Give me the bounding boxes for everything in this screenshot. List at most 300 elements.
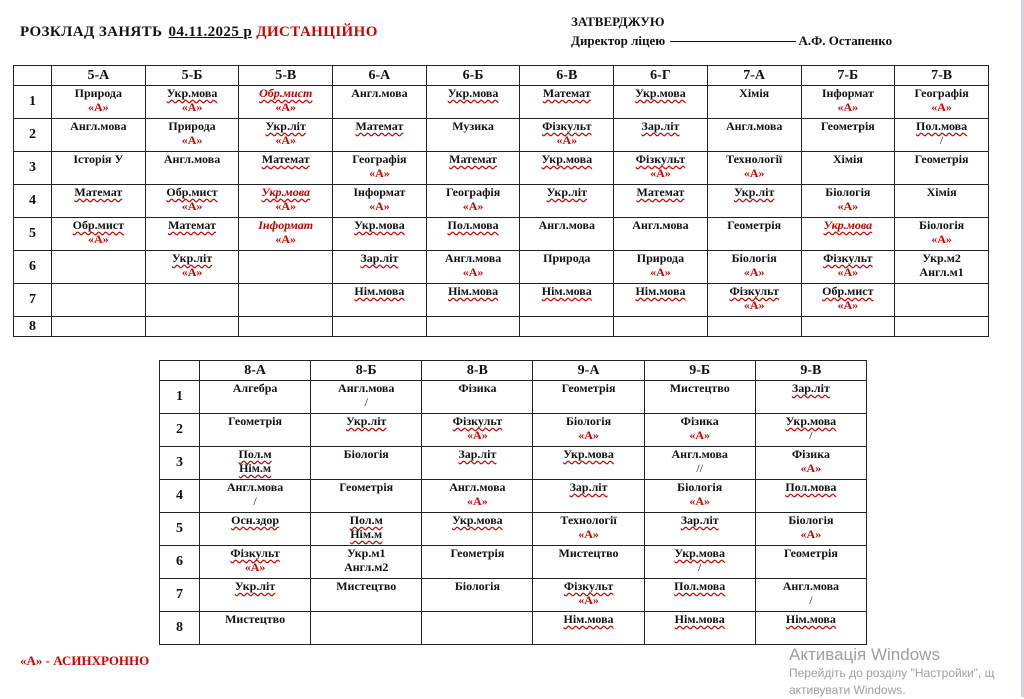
lesson-cell <box>755 513 866 546</box>
subject-name: Нім.мова <box>635 284 686 298</box>
subject-name: Укр.мова <box>261 185 311 199</box>
lesson-cell <box>422 612 533 645</box>
class-header: 9-В <box>755 361 866 381</box>
lesson-cell <box>311 414 422 447</box>
title-mode: ДИСТАНЦІЙНО <box>252 24 378 40</box>
lesson-cell <box>755 381 866 414</box>
table-row <box>160 381 867 414</box>
lesson-cell <box>895 86 989 119</box>
title-date: 04.11.2025 р <box>168 24 253 40</box>
async-marker: «А» <box>743 265 765 279</box>
subject-name: Географія <box>445 185 501 199</box>
subject-name: Природа <box>543 251 591 265</box>
subject-name: Географія <box>352 152 407 166</box>
subject-extra: / <box>253 494 257 508</box>
subject-extra: / <box>939 133 944 147</box>
lesson-cell <box>239 86 333 119</box>
async-marker: «А» <box>462 265 484 279</box>
subject-name: Фізкульт <box>542 119 592 133</box>
async-marker: «А» <box>275 133 297 147</box>
lesson-cell <box>422 513 533 546</box>
subject-name: Англ.мова <box>163 152 221 166</box>
lesson-number: 6 <box>160 546 200 579</box>
table-row <box>14 86 989 119</box>
subject-name: Інформат <box>353 185 406 199</box>
table-row <box>160 513 867 546</box>
async-marker: «А» <box>88 100 109 114</box>
subject-name: Інформат <box>258 218 314 232</box>
lesson-cell <box>707 152 801 185</box>
subject-name: Природа <box>168 119 216 133</box>
lesson-cell <box>801 218 895 251</box>
subject-name: Фізика <box>680 414 719 428</box>
lesson-cell <box>145 152 239 185</box>
subject-name: Геометрія <box>450 546 505 560</box>
subject-name: Математ <box>636 185 685 199</box>
lesson-number: 5 <box>160 513 200 546</box>
class-header: 8-Б <box>311 361 422 381</box>
lesson-cell <box>422 414 533 447</box>
subject-name: Укр.літ <box>346 414 387 428</box>
subject-name: Фізкульт <box>823 251 873 265</box>
subject-name: Укр.мова <box>541 152 593 166</box>
lesson-cell <box>426 152 520 185</box>
async-marker: «А» <box>800 527 822 541</box>
lesson-cell <box>333 86 427 119</box>
lesson-number: 4 <box>160 480 200 513</box>
async-marker: «А» <box>837 100 859 114</box>
director-label: Директор ліцею <box>571 33 666 48</box>
lesson-cell <box>520 86 614 119</box>
subject-name: Англ.мова <box>725 119 783 133</box>
subject-name: Математ <box>355 119 404 133</box>
subject-name: Фізкульт <box>729 284 779 298</box>
subject-extra: Англ.м1 <box>919 265 964 279</box>
lesson-cell <box>422 480 533 513</box>
lesson-cell <box>239 218 333 251</box>
class-header: 8-В <box>422 361 533 381</box>
subject-name: Інформат <box>821 86 874 100</box>
async-marker: «А» <box>578 428 599 442</box>
subject-name: Англ.мова <box>632 218 689 232</box>
async-marker: «А» <box>275 199 297 213</box>
lesson-cell <box>644 480 755 513</box>
lesson-cell <box>333 317 427 337</box>
subject-name: Укр.мова <box>354 218 405 232</box>
lesson-cell <box>801 251 895 284</box>
watermark-line1: Перейдіть до розділу "Настройки", щ <box>789 666 995 680</box>
async-marker: «А» <box>650 166 671 180</box>
lesson-cell <box>533 381 644 414</box>
subject-name: Англ.мова <box>538 218 595 232</box>
lesson-cell <box>200 381 311 414</box>
lesson-cell <box>707 218 801 251</box>
subject-name: Хімія <box>832 152 863 166</box>
director-line <box>571 31 892 50</box>
class-header: 5-А <box>52 66 146 86</box>
lesson-cell <box>426 284 520 317</box>
lesson-number: 3 <box>14 152 52 185</box>
lesson-cell <box>311 513 422 546</box>
async-marker: «А» <box>181 199 203 213</box>
lesson-cell <box>333 218 427 251</box>
lesson-cell <box>200 546 311 579</box>
lesson-cell <box>644 579 755 612</box>
lesson-cell <box>895 317 989 337</box>
lesson-cell <box>895 218 989 251</box>
table-row <box>14 218 989 251</box>
subject-name: Англ.мова <box>449 480 506 494</box>
lesson-cell <box>239 152 333 185</box>
subject-name: Біологія <box>919 218 965 232</box>
subject-name: Хімія <box>926 185 957 199</box>
table-row <box>160 414 867 447</box>
subject-name: Математ <box>542 86 591 100</box>
subject-name: Зар.літ <box>569 480 608 494</box>
lesson-number: 5 <box>14 218 52 251</box>
lesson-cell <box>200 447 311 480</box>
lesson-cell <box>200 579 311 612</box>
lesson-cell <box>533 612 644 645</box>
subject-name: Математ <box>168 218 216 232</box>
subject-name: Укр.літ <box>265 119 306 133</box>
schedule-table-grades-5-7 <box>13 65 989 337</box>
subject-name: Обр.мист <box>72 218 124 232</box>
subject-name: Укр.літ <box>234 579 276 593</box>
lesson-cell <box>200 612 311 645</box>
subject-name: Мистецтво <box>558 546 619 560</box>
lesson-cell <box>333 185 427 218</box>
table-row <box>160 579 867 612</box>
lesson-cell <box>520 284 614 317</box>
lesson-number: 1 <box>14 86 52 119</box>
async-marker: «А» <box>689 494 711 508</box>
lesson-cell <box>801 86 895 119</box>
subject-name: Природа <box>636 251 685 265</box>
lesson-cell <box>422 579 533 612</box>
class-header: 7-В <box>895 66 989 86</box>
subject-name: Укр.мова <box>563 447 614 461</box>
lesson-cell <box>895 152 989 185</box>
subject-name: Англ.мова <box>782 579 840 593</box>
lesson-cell <box>755 579 866 612</box>
lesson-cell <box>707 317 801 337</box>
subject-name: Природа <box>74 86 122 100</box>
lesson-cell <box>145 119 239 152</box>
subject-name: Географія <box>914 86 969 100</box>
subject-name: Пол.мова <box>785 480 837 494</box>
lesson-cell <box>422 381 533 414</box>
subject-extra: Нім.м <box>239 461 272 475</box>
lesson-cell <box>520 119 614 152</box>
lesson-cell <box>311 480 422 513</box>
lesson-cell <box>614 317 708 337</box>
lesson-cell <box>333 251 427 284</box>
lesson-cell <box>801 119 895 152</box>
subject-name: Нім.мова <box>448 284 499 298</box>
lesson-cell <box>52 185 146 218</box>
async-marker: «А» <box>369 199 390 213</box>
subject-extra: / <box>364 395 368 409</box>
subject-name: Укр.мова <box>452 513 503 527</box>
lesson-cell <box>311 579 422 612</box>
async-marker: «А» <box>931 232 952 246</box>
lesson-cell <box>614 284 708 317</box>
subject-name: Обр.мист <box>822 284 874 298</box>
class-header: 8-А <box>200 361 311 381</box>
subject-name: Математ <box>449 152 498 166</box>
subject-name: Біологія <box>343 447 389 461</box>
subject-name: Пол.мова <box>674 579 726 593</box>
subject-name: Укр.мова <box>635 86 686 100</box>
async-marker: «А» <box>244 560 266 574</box>
subject-name: Нім.мова <box>674 612 725 626</box>
lesson-cell <box>422 546 533 579</box>
signature-line <box>670 41 796 42</box>
subject-name: Англ.мова <box>671 447 728 461</box>
lesson-cell <box>52 251 146 284</box>
lesson-cell <box>533 546 644 579</box>
lesson-cell <box>145 218 239 251</box>
lesson-number: 2 <box>14 119 52 152</box>
lesson-cell <box>755 480 866 513</box>
lesson-cell <box>426 86 520 119</box>
lesson-cell <box>614 218 708 251</box>
lesson-cell <box>533 447 644 480</box>
subject-name: Нім.мова <box>785 612 836 626</box>
subject-name: Мистецтво <box>336 579 397 593</box>
async-marker: «А» <box>556 133 578 147</box>
subject-name: Англ.мова <box>70 119 127 133</box>
async-marker: «А» <box>181 265 203 279</box>
lesson-cell <box>707 185 801 218</box>
subject-name: Зар.літ <box>791 381 830 395</box>
subject-extra: // <box>696 461 704 475</box>
lesson-number: 7 <box>160 579 200 612</box>
async-marker: «А» <box>467 494 488 508</box>
async-marker: «А» <box>462 199 484 213</box>
lesson-cell <box>333 152 427 185</box>
lesson-cell <box>895 185 989 218</box>
lesson-cell <box>614 251 708 284</box>
async-marker: «А» <box>181 100 203 114</box>
lesson-cell <box>145 251 239 284</box>
lesson-cell <box>755 414 866 447</box>
subject-name: Англ.мова <box>444 251 502 265</box>
subject-name: Укр.літ <box>546 185 587 199</box>
subject-name: Зар.літ <box>680 513 719 527</box>
lesson-cell <box>644 612 755 645</box>
subject-extra: / <box>698 560 702 574</box>
class-header: 6-Б <box>426 66 520 86</box>
class-header: 6-Г <box>614 66 708 86</box>
subject-name: Фізика <box>791 447 830 461</box>
corner-cell <box>14 66 52 86</box>
director-name: А.Ф. Остапенко <box>798 33 893 48</box>
lesson-cell <box>644 381 755 414</box>
lesson-number: 8 <box>14 317 52 337</box>
async-marker: «А» <box>837 298 859 312</box>
subject-name: Геометрія <box>228 414 282 428</box>
table-header-row <box>14 66 989 86</box>
lesson-cell <box>200 480 311 513</box>
subject-name: Англ.мова <box>226 480 284 494</box>
async-marker: «А» <box>369 166 390 180</box>
async-marker: «А» <box>467 428 488 442</box>
table-row <box>14 317 989 337</box>
lesson-number: 4 <box>14 185 52 218</box>
subject-name: Фізкульт <box>452 414 503 428</box>
async-marker: «А» <box>837 199 859 213</box>
async-marker: «А» <box>88 232 109 246</box>
watermark-title: Активація Windows <box>789 645 940 664</box>
subject-name: Зар.літ <box>458 447 497 461</box>
subject-name: Пол.м <box>238 447 272 461</box>
subject-name: Музика <box>452 119 494 133</box>
table-row <box>14 251 989 284</box>
lesson-cell <box>52 86 146 119</box>
lesson-cell <box>333 284 427 317</box>
lesson-cell <box>707 251 801 284</box>
lesson-cell <box>426 251 520 284</box>
subject-name: Обр.мист <box>166 185 218 199</box>
lesson-cell <box>644 447 755 480</box>
table-header-row <box>160 361 867 381</box>
subject-name: Технології <box>726 152 783 166</box>
table-row <box>14 152 989 185</box>
async-marker: «А» <box>578 593 599 607</box>
class-header: 6-В <box>520 66 614 86</box>
lesson-cell <box>644 546 755 579</box>
lesson-cell <box>52 317 146 337</box>
lesson-cell <box>707 86 801 119</box>
lesson-cell <box>533 480 644 513</box>
subject-name: Біологія <box>565 414 612 428</box>
lesson-cell <box>52 152 146 185</box>
lesson-cell <box>707 284 801 317</box>
table-row <box>14 185 989 218</box>
lesson-cell <box>520 152 614 185</box>
lesson-number: 7 <box>14 284 52 317</box>
subject-name: Нім.мова <box>354 284 405 298</box>
subject-name: Геометрія <box>820 119 875 133</box>
lesson-cell <box>52 218 146 251</box>
lesson-number: 2 <box>160 414 200 447</box>
lesson-cell <box>422 447 533 480</box>
subject-name: Укр.мова <box>166 86 218 100</box>
title-label: РОЗКЛАД ЗАНЯТЬ <box>20 24 167 40</box>
subject-name: Геометрія <box>339 480 394 494</box>
async-marker: «А» <box>837 265 859 279</box>
lesson-cell <box>426 218 520 251</box>
async-marker: «А» <box>743 166 765 180</box>
table-row <box>14 119 989 152</box>
windows-activation-watermark <box>789 645 994 699</box>
lesson-cell <box>895 251 989 284</box>
lesson-cell <box>801 185 895 218</box>
lesson-cell <box>311 447 422 480</box>
lesson-cell <box>755 447 866 480</box>
lesson-cell <box>239 284 333 317</box>
lesson-cell <box>801 317 895 337</box>
subject-name: Алгебра <box>232 381 278 395</box>
approval-block <box>571 12 892 50</box>
lesson-cell <box>644 513 755 546</box>
lesson-cell <box>520 317 614 337</box>
subject-name: Біологія <box>677 480 723 494</box>
class-header: 7-Б <box>801 66 895 86</box>
subject-name: Англ.мова <box>338 381 395 395</box>
lesson-cell <box>426 185 520 218</box>
lesson-cell <box>145 185 239 218</box>
async-marker: «А» <box>931 100 952 114</box>
subject-name: Мистецтво <box>225 612 286 626</box>
subject-name: Біологія <box>788 513 834 527</box>
async-marker: «А» <box>689 428 711 442</box>
subject-name: Нім.мова <box>541 284 592 298</box>
page-title <box>20 24 378 41</box>
lesson-cell <box>239 185 333 218</box>
subject-name: Обр.мист <box>259 86 313 100</box>
approve-label: ЗАТВЕРДЖУЮ <box>571 14 665 29</box>
class-header: 7-А <box>707 66 801 86</box>
subject-name: Фізкульт <box>563 579 614 593</box>
subject-name: Пол.мова <box>916 119 968 133</box>
subject-name: Укр.літ <box>171 251 213 265</box>
subject-extra: Нім.м <box>350 527 383 541</box>
lesson-number: 1 <box>160 381 200 414</box>
lesson-cell <box>533 414 644 447</box>
subject-name: Осн.здор <box>231 513 280 527</box>
subject-name: Біологія <box>825 185 871 199</box>
lesson-cell <box>801 152 895 185</box>
class-header: 5-Б <box>145 66 239 86</box>
subject-name: Фізика <box>458 381 497 395</box>
subject-name: Пол.мова <box>447 218 499 232</box>
subject-name: Математ <box>74 185 123 199</box>
subject-name: Укр.літ <box>733 185 775 199</box>
subject-name: Укр.м1 <box>346 546 386 560</box>
class-header: 5-В <box>239 66 333 86</box>
lesson-cell <box>755 612 866 645</box>
lesson-cell <box>311 546 422 579</box>
subject-name: Укр.мова <box>447 86 499 100</box>
class-header: 9-А <box>533 361 644 381</box>
lesson-cell <box>895 119 989 152</box>
subject-name: Укр.мова <box>785 414 837 428</box>
subject-name: Технології <box>560 513 617 527</box>
lesson-cell <box>200 414 311 447</box>
lesson-cell <box>520 218 614 251</box>
subject-name: Зар.літ <box>641 119 680 133</box>
subject-name: Геометрія <box>783 546 838 560</box>
watermark-line2: активувати Windows. <box>789 683 906 697</box>
async-marker: «А» <box>743 298 765 312</box>
lesson-cell <box>426 317 520 337</box>
lesson-cell <box>239 251 333 284</box>
lesson-cell <box>426 119 520 152</box>
lesson-cell <box>200 513 311 546</box>
lesson-cell <box>52 284 146 317</box>
schedule-table-grades-8-9 <box>159 360 867 645</box>
subject-name: Фізкульт <box>635 152 686 166</box>
lesson-cell <box>145 317 239 337</box>
async-marker: «А» <box>800 461 822 475</box>
async-marker: «А» <box>181 133 203 147</box>
class-header: 6-А <box>333 66 427 86</box>
lesson-cell <box>145 284 239 317</box>
lesson-cell <box>311 381 422 414</box>
